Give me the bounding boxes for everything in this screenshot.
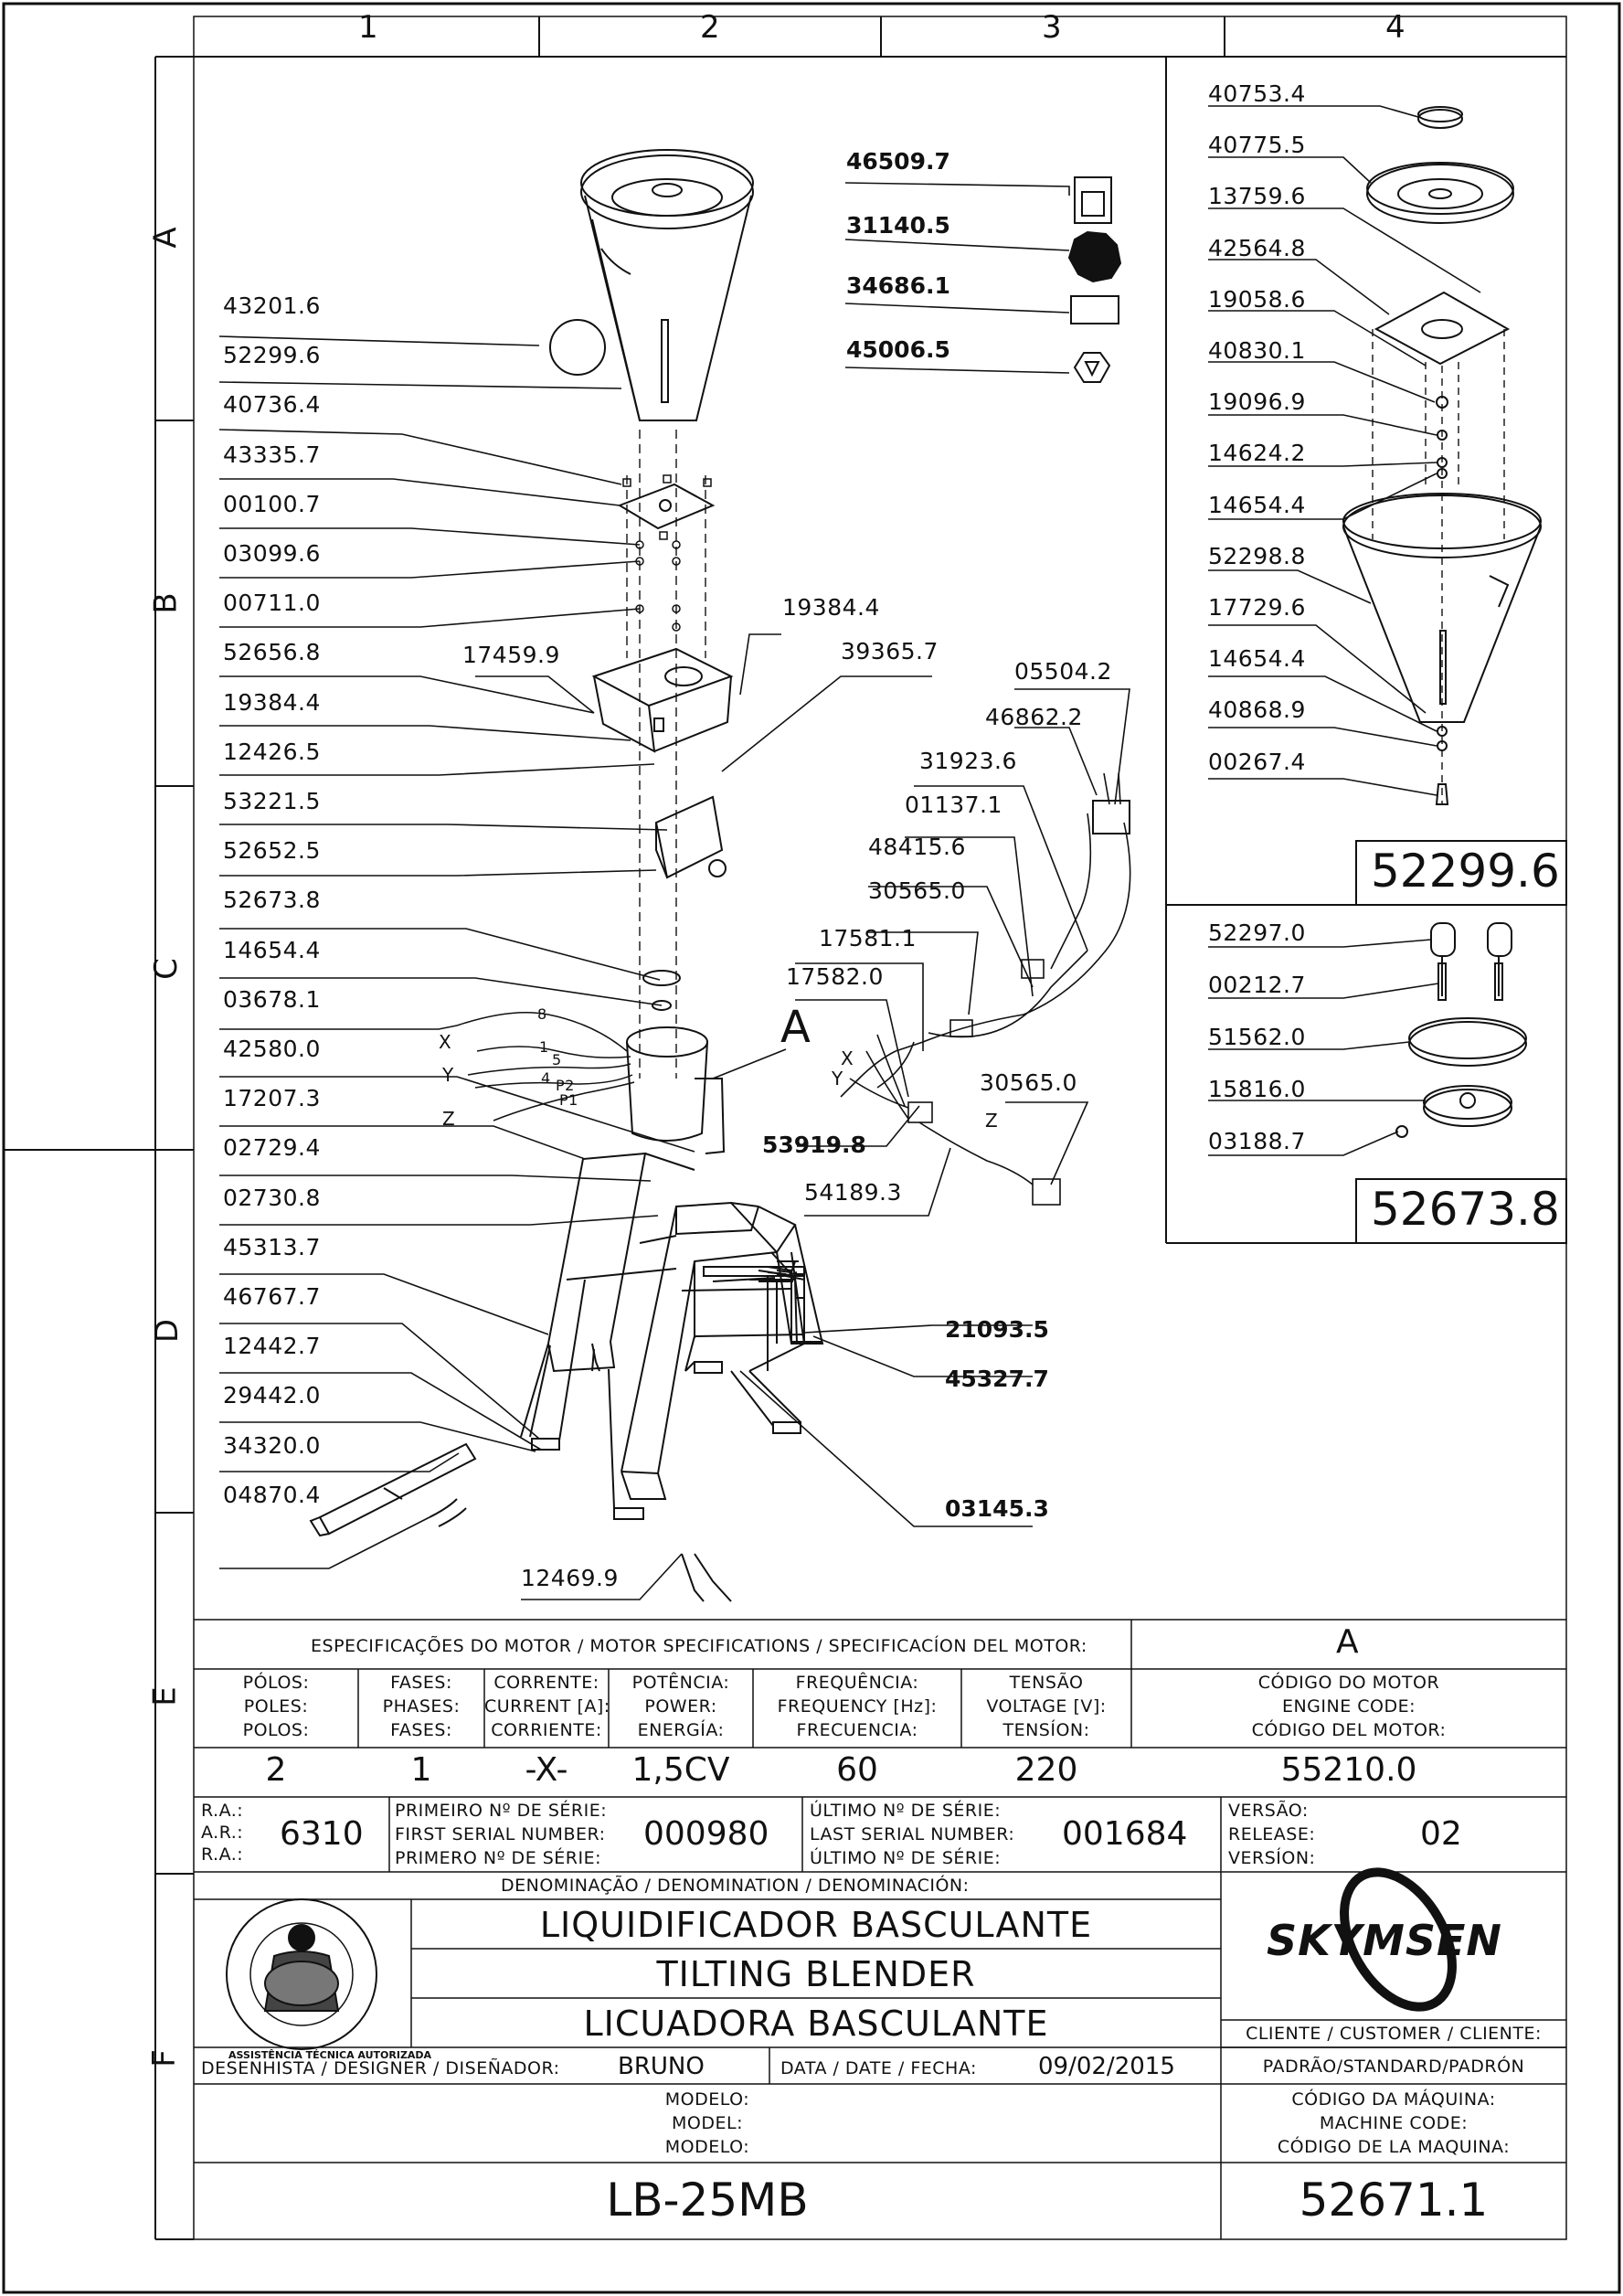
motor-spec-title: ESPECIFICAÇÕES DO MOTOR / MOTOR SPECIFICATIONS / SPECIFICACÍON DEL MOTOR: xyxy=(311,1636,1087,1656)
designer-label: DESENHISTA / DESIGNER / DISEÑADOR: xyxy=(201,2058,560,2078)
grid-row-e: E xyxy=(146,1686,184,1706)
part-label: 34320.0 xyxy=(223,1431,321,1459)
motor-spec-header: FRECUENCIA: xyxy=(796,1720,918,1740)
motor-spec-value: 60 xyxy=(836,1751,878,1789)
motor-spec-value: 55210.0 xyxy=(1280,1751,1417,1789)
version-value: 02 xyxy=(1420,1815,1462,1853)
part-label: 13759.6 xyxy=(1208,183,1306,210)
model-label-2: MODEL: xyxy=(672,2113,743,2133)
part-label: 03145.3 xyxy=(945,1495,1049,1522)
part-label: 03678.1 xyxy=(223,985,321,1013)
part-label: 46862.2 xyxy=(985,704,1083,730)
part-label: 03188.7 xyxy=(1208,1128,1306,1154)
motor-wire-4: 4 xyxy=(541,1069,551,1087)
label-disc xyxy=(550,320,605,375)
denomination-es: LICUADORA BASCULANTE xyxy=(583,2004,1049,2044)
part-label: 19384.4 xyxy=(782,594,880,621)
ra-label-3: R.A.: xyxy=(201,1844,244,1865)
motor-variant: A xyxy=(1336,1623,1359,1661)
grid-col-1: 1 xyxy=(358,9,378,46)
motor-spec-header: POLES: xyxy=(243,1696,309,1717)
machine-code-label-1: CÓDIGO DA MÁQUINA: xyxy=(1291,2089,1496,2110)
motor-wire-z: Z xyxy=(442,1108,456,1130)
motor-spec-header: CÓDIGO DEL MOTOR: xyxy=(1251,1720,1447,1740)
motor-spec-header: FREQUÊNCIA: xyxy=(795,1673,919,1693)
machine-code-label-3: CÓDIGO DE LA MAQUINA: xyxy=(1277,2137,1511,2157)
part-label: 12442.7 xyxy=(223,1333,321,1360)
motor-spec-header: PHASES: xyxy=(382,1696,461,1717)
cup-assembly-code: 52299.6 xyxy=(1371,845,1560,898)
denomination-pt: LIQUIDIFICADOR BASCULANTE xyxy=(539,1905,1093,1945)
part-label: 14654.4 xyxy=(1208,491,1306,518)
grid-row-c: C xyxy=(147,958,185,980)
wire-label-z: Z xyxy=(985,1110,999,1132)
motor-spec-value: -X- xyxy=(525,1751,568,1789)
part-label: 52298.8 xyxy=(1208,542,1306,569)
motor-spec-header: ENERGÍA: xyxy=(637,1720,725,1740)
motor-wire-x: X xyxy=(439,1031,452,1053)
designer-value: BRUNO xyxy=(618,2053,705,2080)
part-label: 40753.4 xyxy=(1208,80,1306,107)
part-label: 43201.6 xyxy=(223,292,321,319)
first-serial-label-3: PRIMERO Nº DE SÉRIE: xyxy=(395,1848,602,1868)
part-label: 43335.7 xyxy=(223,441,321,468)
part-label: 29442.0 xyxy=(223,1382,321,1409)
sticker-label-46509: 46509.7 xyxy=(846,148,950,175)
part-label: 52297.0 xyxy=(1208,919,1306,946)
sticker-label-45006: 45006.5 xyxy=(846,336,950,363)
detail-callout-a: A xyxy=(780,1002,811,1053)
motor-spec-header: FASES: xyxy=(390,1720,452,1740)
date-value: 09/02/2015 xyxy=(1038,2053,1175,2080)
motor-spec-value: 220 xyxy=(1014,1751,1078,1789)
motor-spec-value: 1 xyxy=(410,1751,432,1789)
part-label: 14624.2 xyxy=(1208,440,1306,467)
part-label: 52299.6 xyxy=(223,342,321,369)
grid-col-2: 2 xyxy=(700,9,720,46)
customer-label: CLIENTE / CUSTOMER / CLIENTE: xyxy=(1246,2024,1542,2044)
sticker-label-31140: 31140.5 xyxy=(846,212,950,239)
part-label: 48415.6 xyxy=(868,834,966,860)
stamp-text: ASSISTÊNCIA TÉCNICA AUTORIZADA xyxy=(228,2049,432,2061)
motor-wire-y: Y xyxy=(442,1064,454,1086)
part-label: 19058.6 xyxy=(1208,285,1306,313)
cup-drawing xyxy=(581,150,753,420)
grid-row-d: D xyxy=(149,1318,186,1344)
brand-logo: SKYMSEN xyxy=(1267,1916,1502,1965)
sticker-label-34686: 34686.1 xyxy=(846,272,950,299)
last-serial-label-2: LAST SERIAL NUMBER: xyxy=(810,1824,1015,1844)
ra-label-2: A.R.: xyxy=(201,1823,244,1843)
part-label: 45313.7 xyxy=(223,1233,321,1260)
part-label: 53221.5 xyxy=(223,788,321,814)
motor-wire-1: 1 xyxy=(539,1038,549,1056)
motor-spec-header: TENSÍON: xyxy=(1002,1720,1090,1740)
motor-spec-header: POWER: xyxy=(644,1696,717,1717)
part-label: 17459.9 xyxy=(462,642,560,668)
part-label: 00711.0 xyxy=(223,590,321,617)
coupling-assembly-code: 52673.8 xyxy=(1371,1183,1560,1236)
part-label: 00100.7 xyxy=(223,490,321,517)
motor-wire-5: 5 xyxy=(552,1051,562,1068)
motor-housing xyxy=(594,649,731,751)
part-label: 30565.0 xyxy=(980,1069,1077,1096)
model-label-3: MODELO: xyxy=(664,2137,750,2157)
part-label: 30565.0 xyxy=(868,877,966,904)
part-label: 42580.0 xyxy=(223,1036,321,1062)
denomination-label: DENOMINAÇÃO / DENOMINATION / DENOMINACIÓN: xyxy=(501,1876,970,1896)
date-label: DATA / DATE / FECHA: xyxy=(780,2058,977,2078)
part-label: 04870.4 xyxy=(223,1481,321,1508)
motor-wire-8: 8 xyxy=(537,1005,547,1023)
customer-value: PADRÃO/STANDARD/PADRÓN xyxy=(1262,2057,1525,2077)
motor-spec-header: CURRENT [A]: xyxy=(484,1696,610,1717)
part-label: 02730.8 xyxy=(223,1184,321,1211)
motor-spec-header: PÓLOS: xyxy=(242,1673,310,1693)
motor-spec-header: FASES: xyxy=(390,1673,452,1693)
motor-spec-value: 1,5CV xyxy=(631,1751,730,1789)
part-label: 21093.5 xyxy=(945,1316,1049,1343)
grid-col-4: 4 xyxy=(1385,9,1406,46)
motor-wire-p2: P2 xyxy=(556,1077,575,1094)
wire-label-x: X xyxy=(841,1047,854,1069)
part-label: 05504.2 xyxy=(1014,658,1112,685)
motor-spec-header: CÓDIGO DO MOTOR xyxy=(1257,1673,1440,1693)
part-label: 46767.7 xyxy=(223,1283,321,1310)
motor-spec-header: ENGINE CODE: xyxy=(1281,1696,1416,1717)
coupling-detail-drawing xyxy=(1396,923,1526,1137)
motor-wire-p1: P1 xyxy=(559,1091,578,1109)
stand-drawing xyxy=(521,1153,822,1519)
ra-value: 6310 xyxy=(280,1815,364,1853)
part-label: 52656.8 xyxy=(223,639,321,666)
grid-col-3: 3 xyxy=(1042,9,1062,46)
part-label: 51562.0 xyxy=(1208,1024,1306,1050)
motor-spec-header: CORRENTE: xyxy=(493,1673,599,1693)
part-label: 00267.4 xyxy=(1208,748,1306,775)
part-label: 17207.3 xyxy=(223,1085,321,1112)
part-label: 19384.4 xyxy=(223,688,321,716)
motor-spec-header: CORRIENTE: xyxy=(491,1720,602,1740)
part-label: 52652.5 xyxy=(223,837,321,865)
part-label: 17729.6 xyxy=(1208,594,1306,621)
part-label: 40868.9 xyxy=(1208,696,1306,724)
motor-spec-header: FREQUENCY [Hz]: xyxy=(777,1696,938,1717)
part-label: 02729.4 xyxy=(223,1134,321,1162)
machine-code-label-2: MACHINE CODE: xyxy=(1319,2113,1469,2133)
part-label: 15816.0 xyxy=(1208,1076,1306,1102)
part-label: 39365.7 xyxy=(841,638,939,664)
grid-row-a: A xyxy=(147,227,185,249)
motor-spec-header: POTÊNCIA: xyxy=(631,1673,730,1693)
part-label: 53919.8 xyxy=(762,1132,866,1158)
last-serial-label-3: ÚLTIMO Nº DE SÉRIE: xyxy=(810,1848,1002,1868)
part-label: 00212.7 xyxy=(1208,972,1306,998)
part-label: 40775.5 xyxy=(1208,132,1306,159)
part-label: 42564.8 xyxy=(1208,234,1306,261)
last-serial-value: 001684 xyxy=(1062,1815,1188,1853)
part-label: 45327.7 xyxy=(945,1366,1049,1392)
first-serial-value: 000980 xyxy=(643,1815,769,1853)
part-label: 52673.8 xyxy=(223,887,321,914)
machine-code-value: 52671.1 xyxy=(1299,2174,1489,2227)
motor-spec-header: POLOS: xyxy=(242,1720,310,1740)
version-label-1: VERSÃO: xyxy=(1228,1801,1309,1821)
part-label: 31923.6 xyxy=(919,748,1017,774)
part-label: 17581.1 xyxy=(819,925,917,951)
authorized-assistance-stamp xyxy=(227,1899,377,2049)
part-label: 01137.1 xyxy=(905,792,1002,818)
grid-row-b: B xyxy=(147,592,185,614)
last-serial-label-1: ÚLTIMO Nº DE SÉRIE: xyxy=(810,1801,1002,1821)
motor-spec-header: TENSÃO xyxy=(1009,1673,1084,1693)
part-label: 54189.3 xyxy=(804,1179,902,1206)
ra-label-1: R.A.: xyxy=(201,1801,244,1821)
version-label-2: RELEASE: xyxy=(1228,1824,1316,1844)
part-label: 14654.4 xyxy=(1208,645,1306,673)
first-serial-label-2: FIRST SERIAL NUMBER: xyxy=(395,1824,606,1844)
motor-spec-header: VOLTAGE [V]: xyxy=(986,1696,1107,1717)
part-label: 40736.4 xyxy=(223,391,321,419)
part-label: 12426.5 xyxy=(223,738,321,765)
part-label: 17582.0 xyxy=(786,963,884,990)
part-label: 12469.9 xyxy=(521,1565,619,1591)
part-label: 40830.1 xyxy=(1208,337,1306,364)
model-value: LB-25MB xyxy=(606,2174,809,2227)
part-label: 14654.4 xyxy=(223,936,321,963)
grid-row-f: F xyxy=(145,2049,183,2067)
denomination-en: TILTING BLENDER xyxy=(656,1954,976,1994)
motor-spec-value: 2 xyxy=(265,1751,287,1789)
model-label-1: MODELO: xyxy=(664,2089,750,2110)
version-label-3: VERSÍON: xyxy=(1228,1848,1316,1868)
first-serial-label-1: PRIMEIRO Nº DE SÉRIE: xyxy=(395,1801,608,1821)
part-label: 03099.6 xyxy=(223,540,321,567)
part-label: 19096.9 xyxy=(1208,388,1306,416)
wire-label-y: Y xyxy=(832,1068,843,1090)
